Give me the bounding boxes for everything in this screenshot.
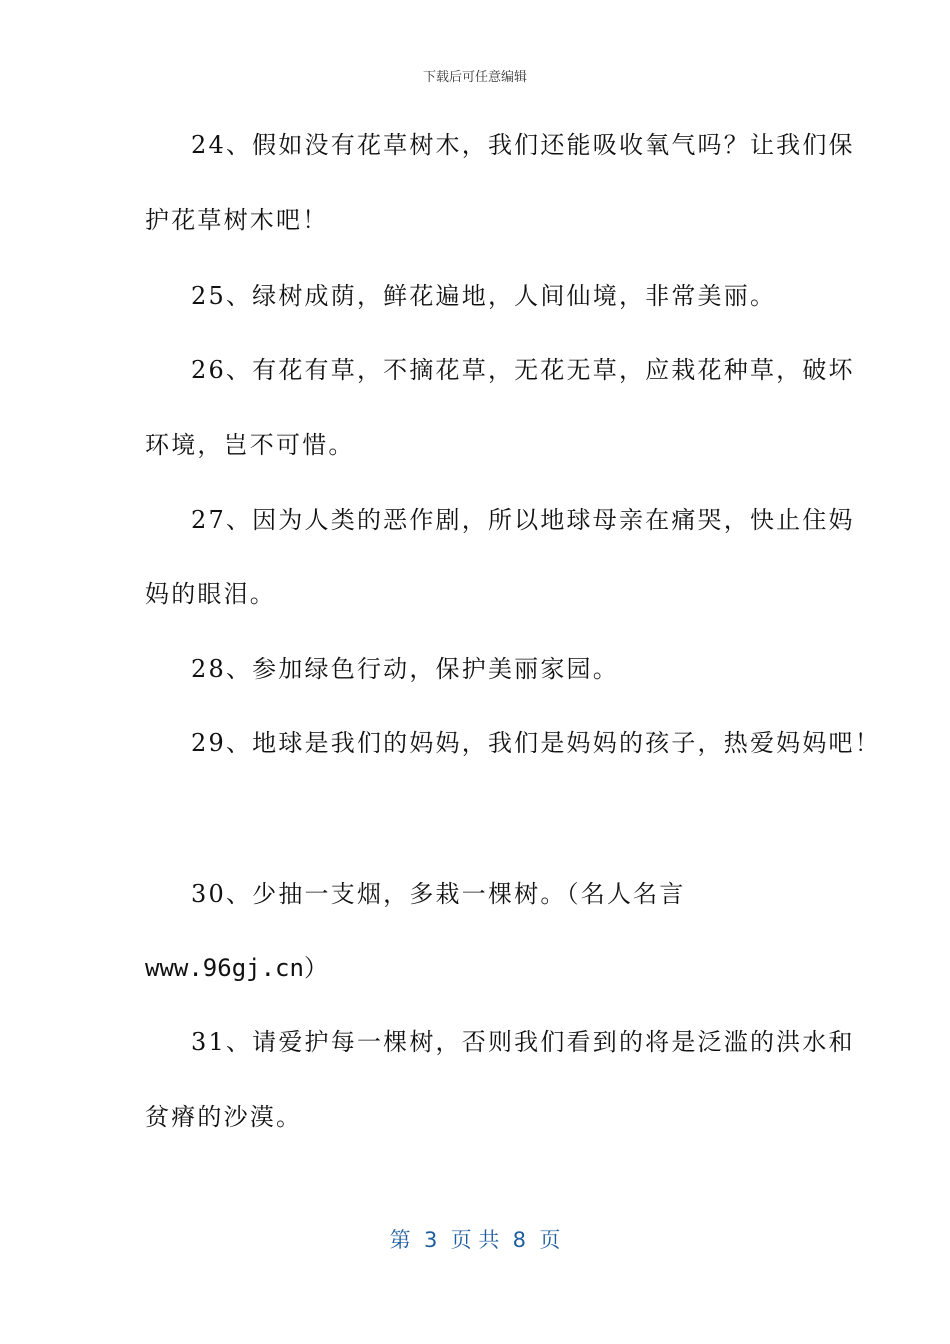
page-header: 下载后可任意编辑 <box>422 70 527 85</box>
body-line-29: 29、地球是我们的妈妈，我们是妈妈的孩子，热爱妈妈吧！ <box>191 729 881 757</box>
body-line-28: 28、参加绿色行动，保护美丽家园。 <box>191 655 619 683</box>
body-line-26-part2: 环境，岂不可惜。 <box>145 431 355 459</box>
body-line-31-part1: 31、请爱护每一棵树，否则我们看到的将是泛滥的洪水和 <box>191 1028 855 1056</box>
page-number-footer: 第 3 页 共 8 页 <box>389 1228 561 1252</box>
body-line-30-part1: 30、少抽一支烟，多栽一棵树。（名人名言 <box>191 880 686 908</box>
body-line-25: 25、绿树成荫，鲜花遍地，人间仙境，非常美丽。 <box>191 282 777 310</box>
body-line-31-part2: 贫瘠的沙漠。 <box>145 1103 303 1131</box>
body-line-27-part2: 妈的眼泪。 <box>145 580 276 608</box>
body-line-27-part1: 27、因为人类的恶作剧，所以地球母亲在痛哭，快止住妈 <box>191 506 855 534</box>
body-line-24-part1: 24、假如没有花草树木，我们还能吸收氧气吗？让我们保 <box>191 131 855 159</box>
body-line-26-part1: 26、有花有草，不摘花草，无花无草，应栽花种草，破坏 <box>191 356 855 384</box>
body-line-24-part2: 护花草树木吧！ <box>145 206 329 234</box>
body-line-30-url: www.96gj.cn） <box>145 954 328 982</box>
